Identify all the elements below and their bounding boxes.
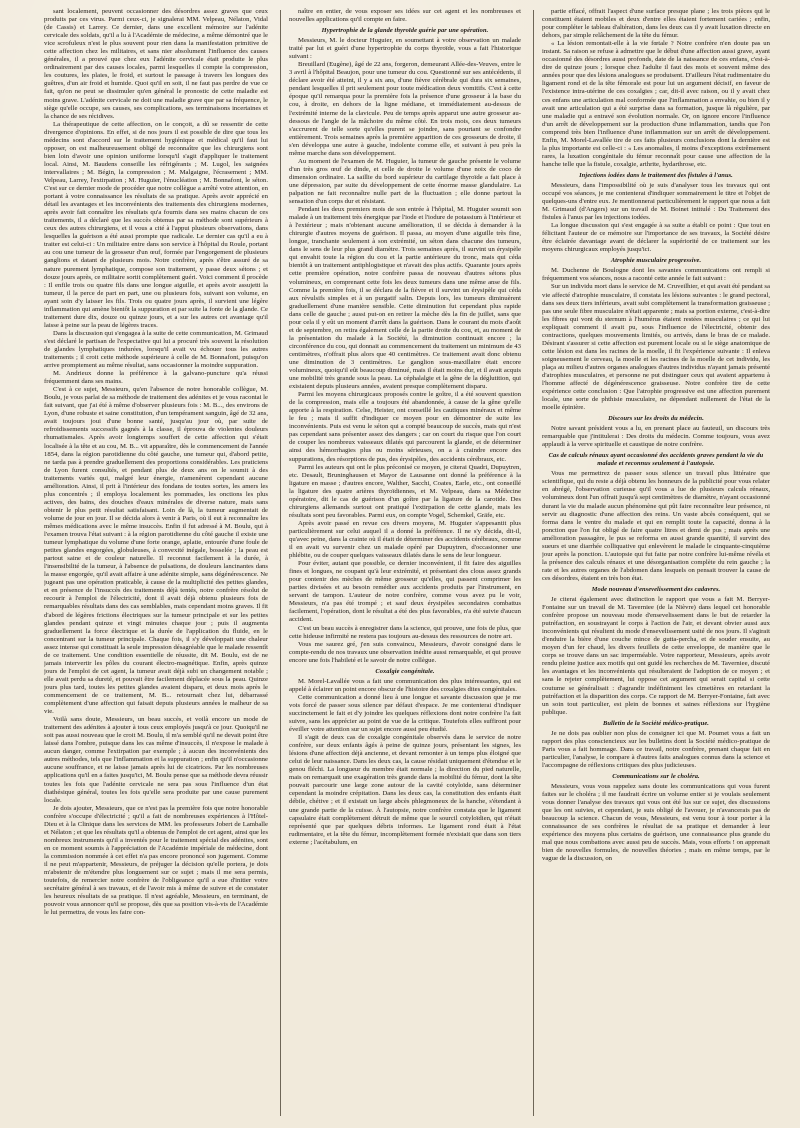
section-heading: Bulletin de la Société médico-pratique. bbox=[603, 719, 709, 727]
paragraph: Je citerai également avec distinction le rapport que vous a fait M. Berryer-Fontaine sur un travail de M. Taverniee (de la Nièvre) dans lequel cet honorable confrère propose un nouveau mode d'ensevelissement dans le but de retarder la putréfaction, en soustrayant le corps à l'action de l'air, et devant obvier aussi aux inconvénients qui résultent du mode d'ensevelissement usité de nos jours. Il s'agirait d'enduire la bière d'une couche mince de gutta-percha, et de souder ensuite, au moyen d'un fer chaud, les divers feuillets de cette enveloppe, de manière que le corps se trouve dans un sac imperméable. Votre rapporteur, Messieurs, après avoir rendu pleine justice aux motifs qui ont guidé les recherches de M. Taverniee, discuté les avantages et les inconvénients qui résulteraient de l'adoption de ce moyen ; et sans le rejeter complètement, lui oppose cet argument qui serait capital si cette coutume se généralisait : d'agrandir indéfiniment les cimetières en retardant la putréfaction et la disparition des corps. Ce rapport de M. Berryer-Fontaine, fait avec un soin tout particulier, est plein de bonnes et saines réflexions sur l'hygiène publique. bbox=[542, 596, 770, 716]
paragraph: « La lésion remontait-elle à la vie fœtale ? Notre confrère n'en doute pas un instant. Sa raison se refuse à admettre que le début d'une affection aussi grave, ayant occasionné des désordres aussi profonds, date de la naissance de ces enfans, c'est-à-dire de quinze jours ; lorsque chez l'adulte il faut des mois et souvent même des années pour que des lésions analogues se produisent. D'ailleurs l'état rudimentaire du ligament rond et de la tête fémorale est pour lui un argument décisif, en faveur de l'existence intra-utérine de ces coxalgies ; car, dit-il avec raison, ou il y avait chez ces enfans une articulation mal conformée que l'inflammation a envahie, ou bien il y avait une articulation qui a été surprise dans sa formation, jusque là régulière, par une maladie qui a entravé son évolution normale. Or, on ignore encore l'influence d'un arrêt de développement sur la production d'une inflammation, tandis que l'on comprend très bien l'influence d'une inflammation sur un arrêt de développement. Enfin, M. Morel-Lavallée tire de ces faits plusieurs conclusions dont la dernière est la plus importante est celle-ci : « Les anomalies, il moins d'exceptions extrêmement rares, la luxation congénitale du fémur reconnaît pour cause une affection de la hanche telle que la fistule, coxalgie, arthrite, hydarthrose, etc. bbox=[542, 40, 770, 168]
paragraph: La longue discussion qui s'est engagée à sa suite a établi ce point : Que tout en félicitant l'auteur de ce mémoire sur l'importance de ses travaux, la Société désire être éclairée davantage avant de déclarer la supériorité de ce traitement sur les moyens chirurgicaux employés jusqu'ici. bbox=[542, 222, 770, 254]
paragraph: sant localement, peuvent occasionner des désordres assez graves que ceux produits par ces virus. Parmi ceux-ci, je signalerai MM. Velpeau, Nélaton, Vidal (de Cassis) et Larrey. Ce dernier, dans une excellent mémoire sur l'adénite cervicale des soldats, qu'il a lu à l'Académie de médecine, a même démontré que le vice scrofuleux n'est le plus souvent pour rien dans la manifestation primitive de cette affection chez les militaires, et sans nier absolument l'influence des causes générales, il a prouvé que chez eux l'adénite cervicale était produite le plus ordinairement par des causes locales, parmi lesquelles il compte la compression, les coutures, les plaies, le froid, et surtout le passage à travers les longues des guêtres, d'un air froid et humide. Quoi qu'il en soit, il ne faut pas perdre de vue ce fait, qu'on ne peut se dissimuler qu'en général le pronostic de cette maladie est moins grave. L'adénite cervicale ne doit une maladie grave que par sa fréquence, le siège qu'elle occupe, ses causes, ses complications, ses terminaisons incertaines et la chance de ses récidives. bbox=[44, 8, 268, 120]
paragraph: Messieurs, dans l'impossibilité où je suis d'analyser tous les travaux qui ont occupé vos séances, je me contenterai d'indiquer sommairement le titre et l'objet de quelques-uns d'entre eux. Je mentionnerai particulièrement le rapport que nous a fait M. Grimaud (d'Angers) sur un travail de M. Boinet intitulé : Du Traitement des fistules à l'anus par les injections iodées. bbox=[542, 181, 770, 222]
paragraph: partie effacé, offrait l'aspect d'une surface presque plane ; les trois pièces qui le constituent étaient mobiles et deux d'entre elles étaient fortement cariées ; enfin, pour compléter le tableau d'altération, dans les deux cas il y avait luxation directe en dehors, par simple relâchement de la tête du fémur. bbox=[542, 8, 770, 40]
paragraph: Après avoir passé en revue ces divers moyens, M. Huguier s'appesantit plus particulièrement sur celui auquel il a donné la préférence. Il ne s'y décida, dit-il, qu'avec peine, dans la crainte où il était de déterminer des accidents cérébraux, comme il en avait vu survenir chez un malade opéré par Dupuytren, d'occasionner une phlébite, ou de couper quelques vaisseaux dilatés dans le sens de leur longueur. bbox=[289, 519, 521, 560]
paragraph: Parmi les auteurs qui ont le plus préconisé ce moyen, je citerai Quadri, Dupuytren, etc. Desault, Bruninghausen et Mayor de Lausanne ont donné la préférence à la ligature en masse ; d'autres encore, Walther, Sacchi, Coates, Earle, etc., ont conseillé la ligature des quatre artères thyroïdiennes, et M. Velpeau, dans sa Médecine opératoire, dit le cas de guérison d'un goître par la ligature de la carotide. Des chirurgiens allemands surtout ont pratiqué l'extirpation de cette glande, mais les résultats sont peu favorables. Parmi eux, on compte Vogel, Schemkel, Gräfe, etc. bbox=[289, 463, 521, 519]
section-heading: Coxalgie congénitale. bbox=[375, 667, 435, 675]
paragraph: naître en entier, de vous exposer ses idées sur cet agent et les nombreuses et nouvelles applications qu'il compte en faire. bbox=[289, 8, 521, 24]
section-heading: Cas de calculs rénaux ayant occasionné des accidents graves pendant la vie du malade et reconnus seulement à l'autopsie. bbox=[548, 452, 764, 468]
paragraph: Voilà sans doute, Messieurs, un beau succès, et voilà encore un mode de traitement des adénites à ajouter à tous ceux employés jusqu'à ce jour. Quoiqu'il ne soit pas aussi nouveau que le croit M. Boulu, il m'a semblé qu'il ne devait point être laissé dans l'ombre, puisque dans les cas même d'insuccès, il n'expose le malade à aucun danger, comme l'extirpation par exemple ; à aucun des inconvénients des autres méthodes, tels que l'inflammation et la suppuration ; enfin qu'il n'occasionne aucune souffrance, et ne laisse jamais après lui de cicatrices. Par les nombreuses applications qu'il en a faites jusqu'ici, M. Boulu pense que sa méthode devra réussir toutes les fois que l'adénite cervicale ne sera pas sous l'influence d'un état diathésique général, toutes les fois qu'elle sera produite par une cause purement locale. bbox=[44, 716, 268, 804]
section-heading: Mode nouveau d'ensevelissement des cadavres. bbox=[591, 586, 721, 593]
column-divider bbox=[533, 10, 534, 1116]
paragraph: Sur un individu mort dans le service de M. Cruveilhier, et qui avait été pendant sa vie affecté d'atrophie musculaire, il constata les lésions suivantes : le grand pectoral, dans ses deux tiers inférieurs, avait subi complètement la transformation graisseuse ; pas une seule fibre musculaire n'était apparente ; mais sa portion externe, c'est-à-dire les fibres qui vont du sternum à l'humérus étaient restées musculaires ; ce qui lui expliquait comment il avait pu, sous l'influence de l'électricité, obtenir des contractions, quelques mouvements limités, ou arrivés, dans le bras de ce malade. Désirant s'assurer si cette affection est purement locale ou si le siège anatomique de cette lésion est dans les racines de la moelle, il fit l'expérience suivante : Il enleva soigneusement le cerveau, la moelle et les racines de la moelle de cet individu, les plaça au milieu d'autres organes analogues d'autres individus n'ayant jamais présenté d'atrophies musculaires, et personne ne put distinguer ceux qui avaient appartenu à l'homme affecté de dégénérescence graisseuse. Notre confrère tire de cette expérience cette conclusion : Que l'atrophie progressive est une affection purement locale, une sorte de phthisie musculaire, ne dépendant nullement de l'état de la moelle épinière. bbox=[542, 283, 770, 412]
paragraph: Je dois ajouter, Messieurs, que ce n'est pas la première fois que notre honorable confrère s'occupe d'électricité ; qu'il a fait de nombreuses expériences à l'Hôtel-Dieu et à la Clinique dans les services de MM. les professeurs Jobert de Lamballe et Nélaton ; et que les résultats qu'il a obtenus de l'emploi de cet agent, ainsi que les nombreux instruments qu'il a inventés pour le traitement spécial des adénites, sont en ce moment soumis à l'appréciation de l'Académie impériale de médecine, dont la commission nommée à cet effet n'a pas encore prononcé son jugement. Comme il ne peut m'appartenir, Messieurs, de préjuger la décision qu'elle portera, je dois m'abstenir de m'étendre plus longuement sur ce sujet ; mais il me sera permis, toutefois, de remercier notre confrère de l'obligeance qu'il a eue d'initier votre secrétaire général à ses travaux, et de l'avoir mis à même de suivre et de constater les heureux résultats de sa pratique. Il n'est agréable, Messieurs, en terminant, de pouvoir vous annoncer qu'il se propose, dès que sa position vis-à-vis de l'Académie le lui permettra, de vous les faire con- bbox=[44, 804, 268, 917]
paragraph: Breuillard (Eugène), âgé de 22 ans, forgeron, demeurant Allée-des-Veuves, entre le 3 avril à l'hôpital Beaujon, pour une tumeur du cou. Questionné sur ses antécédents, il déclare avoir été atteint, il y a six ans, d'une fièvre cérébrale qui dura six semaines, pendant lesquelles il prit seulement pour toute médication deux vomitifs. C'est à cette époque qu'il remarqua pour la première fois la présence d'une grosseur à la base du cou, à droite, en dehors de la ligne médiane, et immédiatement au-dessus de l'extrémité interne de la clavicule. Peu de temps après apparut une autre grosseur au-dessous de l'angle de la mâchoire du même côté. En trois mois, ces deux tumeurs s'accrurent de telle sorte qu'elles purent se joindre, sans pourtant se confondre entièrement. Trois semaines après la première apparition de ces grosseurs de droite, il s'en développa une autre à gauche, indolente comme elle, et suivant à peu près la même marche dans son développement. bbox=[289, 61, 521, 157]
paragraph: Au moment de l'examen de M. Huguier, la tumeur de gauche présente le volume d'un très gros œuf de dinde, et celle de droite le volume d'une noix de coco de dimension ordinaire. La saillie du bord supérieur du cartilage thyroïde a fait place à une dépression, par suite du développement de cette énorme masse glandulaire. La palpation ne fait reconnaître nulle part de la fluctuation ; elle donne partout la sensation d'un corps dur et résistant. bbox=[289, 157, 521, 206]
paragraph: M. Duchenne de Boulogne dont les savantes communications ont rempli si fréquemment vos séances, nous a raconté cette année le fait suivant : bbox=[542, 267, 770, 283]
paragraph: Notre savant président vous a lu, en prenant place au fauteuil, un discours très remarquable que j'intitulerai : Des droits du médecin. Comme toujours, vous avez applaudi à la verve spirituelle et caustique de notre confrère. bbox=[542, 425, 770, 449]
column-divider bbox=[280, 10, 281, 1116]
section-heading: Communications sur le choléra. bbox=[612, 772, 700, 780]
paragraph: Parmi les moyens chirurgicaux proposés contre le goître, il a été souvent question de la compression, mais elle a toujours été abandonnée, à cause de la gêne qu'elle apporte à la respiration. Celse, Heister, ont conseillé les cautiques minéraux et même le feu ; mais il suffit d'indiquer ce moyen pour en démontrer de suite les inconvénients. Puis est venu le séton qui a compté beaucoup de succès, mais qui n'est pas cependant sans présenter assez des dangers ; car on court du risque que l'on court de couper les nombreux vaisseaux dilatés qui parcourent la glande, et de déterminer ainsi des hémorrhagies plus ou moins sérieuses, on a à craindre encore des suppurations, des résorptions de pus, des érysipèles, des accidents cérébraux, etc. bbox=[289, 391, 521, 463]
section-heading: Hypertrophie de la glande thyroïde guérie par une opération. bbox=[321, 27, 489, 35]
text-column-left bbox=[44, 8, 268, 1118]
paragraph: La thérapeutique de cette affection, on le conçoit, a dû se ressentir de cette divergence d'opinions. En effet, si de nos jours il est possible de dire que tous les médecins sont d'accord sur le traitement hygiénique et médical qu'il faut lui opposer, on est malheureusement obligé de reconnaître que les chirurgiens sont bien loin d'avoir une opinion uniforme lorsqu'il s'agit d'appliquer le traitement local. Ainsi, M. Baudens conseille les réfrigérants ; M. Lugol, les saignées intervallaires ; M. Bégin, la compression ; M. Malgaigne, l'écrasement ; MM. Velpeau, Larrey, l'extirpation ; M. Huguier, l'énucléation ; M. Bonnafont, le séton. C'est sur ce dernier mode de procéder que notre collègue a arrêté votre attention, en portant à votre connaissance les résultats de sa pratique. Après avoir apprécié en détail les avantages et les inconvénients des traitements des chirurgiens modernes, après avoir fait connaître les résultats qu'a fournis dans ses mains chacun de ces traitements, il a déclaré que les succès obtenus par sa méthode sont supérieurs à ceux des autres chirurgiens, et il vous a cité à l'appui plusieurs observations, dans lesquelles la guérison a été aussi prompte que radicale. Le dernier cas qu'il a eu à traiter est celui-ci : Un militaire entre dans son service à l'hôpital du Roule, portant au cou une tumeur de la grosseur d'un œuf, formée par l'engorgement de plusieurs ganglions et datant de plusieurs mois. Notre confrère, après s'être assuré de sa nature purement lymphatique, compose son traitement, y passe deux sétons ; et douze jours après, ce militaire sortit complètement guéri. Voici comment il procède : Il enfile trois ou quatre fils dans une longue aiguille, et après avoir assujetti la tumeur, il la perce de part en part, une ou plusieurs fois, suivant son volume, en ayant soin d'y laisser les fils. Trois ou quatre jours après, il survient une légère inflammation qui amène bientôt la suppuration et par suite la fonte de la glande. Ce traitement dure dix, douze ou quinze jours, et a sur les autres cet avantage qu'il laisse à peine sur la peau de légères traces. bbox=[44, 120, 268, 329]
paragraph: Vous me saurez gré, j'en suis convaincu, Messieurs, d'avoir consigné dans le compte-rendu de nos travaux une observation inédite aussi remarquable, et qui prouve encore une fois l'habileté et le savoir de notre collègue. bbox=[289, 640, 521, 664]
paragraph: Cette communication a donné lieu à une longue et savante discussion que je me vois forcé de passer sous silence par défaut d'espace. Je me contenterai d'indiquer succinctement le fait et d'y joindre les quelques réflexions dont notre confrère l'a fait suivre, sans les apprécier au point de vue de la critique. Toutefois elles suffiront pour éveiller votre attention sur un sujet encore aussi peu étudié. bbox=[289, 693, 521, 734]
text-column-middle bbox=[289, 8, 521, 1118]
text-column-right bbox=[542, 8, 770, 1118]
paragraph: C'est un beau succès à enregistrer dans la science, qui prouve, une fois de plus, que cette hideuse infirmité ne restera pas toujours au-dessus des ressources de notre art. bbox=[289, 624, 521, 640]
section-heading: Atrophie musculaire progressive. bbox=[610, 257, 702, 265]
paragraph: Dans la discussion qui s'engagea à la suite de cette communication, M. Grimaud s'est déclaré le partisan de l'expectative qui lui a procuré très souvent la résolution de glandes lymphatiques indurées, lorsqu'il avait vu échouer tous les autres traitements ; il croit cette méthode supérieure à celle de M. Bonnafont, puisqu'on arrive promptement au même résultat, sans occasionner la moindre suppuration. bbox=[44, 329, 268, 370]
paragraph: Il s'agit de deux cas de coxalgie congénitale observés dans le service de notre confrère, sur deux enfants âgés à peine de quinze jours, présentant les signes, les lésions d'une affection déjà ancienne, et devant remonter à un temps plus éloigné que celui de leur naissance. Dans les deux cas, la cause résidait uniquement d'étendue et le genou fléchi. La longueur du membre était normale ; la direction du pied naturelle, mais on remarquait une exagération très grande dans la mobilité du fémur, dont la tête pouvait parcourir une large zone autour de la cavité cotyloïde, sans déterminer cependant la moindre crépitation. Dans les deux cas, la constitution des enfants était débile, chétive ; et il existait un large abcès phlegmoneux de la hanche, s'étendant à une grande partie de la cuisse. À l'autopsie, notre confrère constata que le ligament capsulaire était complètement détruit de même que le sourcil cotyloïdien, qui n'était représenté que par quelques débris informes. Le ligament rond était à l'état rudimentaire, et la tête du fémur, incomplètement formée n'existait que dans son tiers externe ; l'acétabulum, en bbox=[289, 734, 521, 846]
paragraph: M. Andrieux donne la préférence à la galvano-puncture qu'a réussi fréquemment dans ses mains. bbox=[44, 370, 268, 386]
paragraph: C'est à ce sujet, Messieurs, qu'en l'absence de notre honorable collègue, M. Boulu, je vous parlai de sa méthode de traitement des adénites et je vous racontai le fait suivant, que j'ai été à même d'observer plusieurs fois : M. B..., des environs de Lyon, d'une robuste et saine constitution, d'un tempérament sanguin, âgé de 32 ans, avait toujours joui d'une bonne santé, jusqu'au jour où, par suite de refroidissements successifs gagnés à la classe, il éprouva de violentes douleurs rhumatismales. Après avoir longtemps souffert de cette affection qui s'était localisée à la tête et au cou, M. B... vit apparaître, dès le commencement de l'année 1854, dans la région parotidienne du côté gauche, une tumeur qui, d'abord petite, ne tarda pas à prendre graduellement des proportions considérables. Les praticiens de Lyon furent consultés, et pendant plus de deux ans on le soumit à des traitements variés qui, malgré leur énergie, n'amenèrent cependant aucune amélioration. Ainsi, il prit à l'intérieur des fondans de toutes sortes, les amers les plus concentrés ; il employa localement les pommades, les onctions les plus actives, des bains, des douches d'eaux minérales de diverse nature, mais sans obtenir le plus petit résultat satisfaisant. Loin de là, la tumeur augmentait de volume de jour en jour. Il se décida alors à venir à Paris, où il eut à reconnaître les mêmes médications avec le même insuccès. Enfin il fut adressé à M. Boulu, qui à l'examen trouva l'état suivant : à la région parotidienne du côté gauche il existe une tumeur lymphatique du volume d'une forte orange, aplatie, entourée d'une foule de petites glandes engorgées, globuleuses, à convexité inégale, bosselée ; la peau est partout saine et de couleur naturelle. Il reconnut facilement à la durée, à l'insensibilité de la tumeur, à l'absence de pulsations, de douleurs lancinantes dans la masse engorgée, qu'il avait affaire à une adénite simple, sans dégénérescence. Ne jugeant pas une opération praticable, à cause de la multiplicité des petites glandes, et en présence de l'insuccès des traitements déjà tentés, notre confrère résolut de recourir à l'emploi de l'électricité, dont il avait déjà obtenu plusieurs fois de remarquables résultats dans des cas semblables, mais cependant moins graves. Il fit d'abord de légères frictions électriques sur la tumeur principale et sur les petites glandes pendant quinze et vingt minutes chaque jour ; puis il augmenta graduellement la force électrique et la durée de l'application du fluide, en le concentrant sur la tumeur principale. Chaque fois, il s'y développait une chaleur assez intense qui constituait la seule impression désagréable que le malade ressentît de ce traitement. Une condition essentielle de réussite, dit M. Boulu, est de ne jamais intervertir les pôles du courant électro-magnétique. Enfin, après quinze jours de l'emploi de cet agent, la tumeur avait déjà subi un changement notable ; elle avait perdu sa dureté, et pouvait être facilement déplacée sous la peau. Quinze jours plus tard, toutes les petites glandes avaient disparu, et deux mois après le commencement de ce traitement, M. B... retournait chez lui, débarrassé complètement d'une affection qui faisait depuis plusieurs années le malheur de sa vie. bbox=[44, 386, 268, 716]
paragraph: Je ne dois pas oublier non plus de consigner ici que M. Poumet vous a fait un rapport des plus consciencieux sur les bulletins dont la Société médico-pratique de Paris vous a fait hommage. Dans ce travail, notre confrère, prenant chaque fait en particulier, l'analyse, le compare à d'autres faits analogues connus dans la science et l'accompagne de réflexions critiques des plus judicieuses. bbox=[542, 729, 770, 769]
paragraph: Messieurs, M. le docteur Huguier, en soumettant à votre observation un malade traité par lui et guéri d'une hypertrophie du corps thyroïde, vous a fait l'historique suivant : bbox=[289, 37, 521, 61]
section-heading: Injections iodées dans le traitement des fistules à l'anus. bbox=[579, 171, 733, 179]
paragraph: Vous me permettrez de passer sous silence un travail plus littéraire que scientifique, qui du reste a déjà obtenu les honneurs de la publicité pour vous relater en abrégé, l'observation curieuse qu'il vous a lue de plusieurs calculs rénaux, volumineux dont l'un offrait jusqu'à sept centimètres de diamètre, n'ayant occasionné durant la vie du malade aucun phénomène qui pût faire reconnaître leur présence, ni servir au diagnostic d'une affection des reins. Un vaste abcès conséquent, qui se forma dans le ventre du malade et qui en remplit toute la capacité, donna à la ponction que l'on fut obligé de faire quatre litres et demi de pus ; mais après une amélioration passagère, le pus se reforma en aussi grande quantité, il survint des sueurs et une diarrhée colliquative qui enlevèrent le malade le cinquante-cinquième jour après la ponction. L'autopsie qui fut faite par notre confrère lui-même révéla et la présence des calculs rénaux et une désorganisation complète du rein gauche ; la rate et les autres organes de l'abdomen dans lesquels on pensait trouver la cause de ces désordres, étaient en très bon état. bbox=[542, 470, 770, 582]
paragraph: M. Morel-Lavallée vous a fait une communication des plus intéressantes, qui est appelé à éclairer un point encore obscur de l'histoire des coxalgies dites congénitales. bbox=[289, 677, 521, 693]
paragraph: Pour éviter, autant que possible, ce dernier inconvénient, il fit faire des aiguilles fines et longues, ne coupant qu'à leur extrémité, et présentant des clous assez grands pour contenir des mèches de même grosseur qu'elles, qui passent comprimer les parties divisées et au besoin remédier aux accidents produits par l'instrument, en servant de tampon. L'auteur de notre confrère, comme vous avez pu le voir, Messieurs, n'a pas été trompé ; et sauf deux érysipèles secondaires combattus facilement, l'opération, dont le résultat a été des plus favorables, n'a été suivie d'aucun accident. bbox=[289, 560, 521, 624]
paragraph: Messieurs, vous vous rappelez sans doute les communications qui vous furent faites sur le choléra ; il me faudrait écrire un volume entier si je voulais seulement vous donner l'analyse des travaux qui vous ont été lus sur ce sujet, des discussions que les ont suivies, et cependant, je suis obligé de l'avouer, je n'avancerais pas de beaucoup la science. Chacun de vous, Messieurs, est venu tour à tour porter à la connaissance de ses confrères le résultat de sa pratique et demander à leur expérience des moyens plus certains de guérison, une connaissance plus grande du mal que nous combattons avec aussi peu de succès. Mais, vous efforts ! on apprenait bien de nouvelles formules, de nouvelles théories ; mais en même temps, par le vague de la discussion, on bbox=[542, 782, 770, 863]
section-heading: Discours sur les droits du médecin. bbox=[608, 415, 704, 423]
paragraph: Pendant les deux premiers mois de son entrée à l'hôpital, M. Huguier soumit son malade à un traitement très énergique par l'iode et l'iodure de potassium à l'intérieur et à l'extérieur ; mais n'obtenant aucune amélioration, il se décida à demander à la chirurgie d'autres moyens de guérison. Il passa, au moyen d'une aiguille très fine, longue, tranchante seulement à son extrémité, un séton dans chacune des tumeurs, dans le sens de leur plus grand diamètre. Trois semaines après, il survint un érysipèle qui envahit toute la région du cou et la partie antérieure du tronc, mais qui céda bientôt à un traitement antiphlogistique et n'avait des plus actifs. Quarante jours après cette première opération, notre confrère passa de nouveau d'autres sétons plus volumineux, en comprenant cette fois les deux tumeurs dans une même anse de fils. Comme la première fois, il se déclara de la fièvre et il survint un érysipèle qui céda aux révulsifs simples et à un purgatif salin. Depuis lors, les tumeurs diminuèrent graduellement d'une manière sensible. Cette diminution fut cependant plus rapide dans celle de gauche ; aussi put-on en retirer la mèche dès la fin de juillet, sans que pour cela il y eût un moment d'arrêt dans la guérison. Dans le courant du mois d'août et de septembre, on retira également celle de la partie droite du cou, et, au moment de la présentation du malade à la Société, la diminution continuait encore ; la circonférence du cou, qui donnait au commencement du traitement un minimum de 43 centimètres, n'offrait plus alors que 40 centimètres. Ce traitement avait donc obtenu une diminution de 3 centimètres. Le ganglion sous-maxillaire était encore volumineux, quoiqu'il eût beaucoup diminué, mais il était moins dur, et il avait acquis une mobilité très grande sous la peau. La céphalalgie et la gêne de la déglutition, qui existaient depuis plusieurs années, avaient presque complètement disparu. bbox=[289, 206, 521, 391]
